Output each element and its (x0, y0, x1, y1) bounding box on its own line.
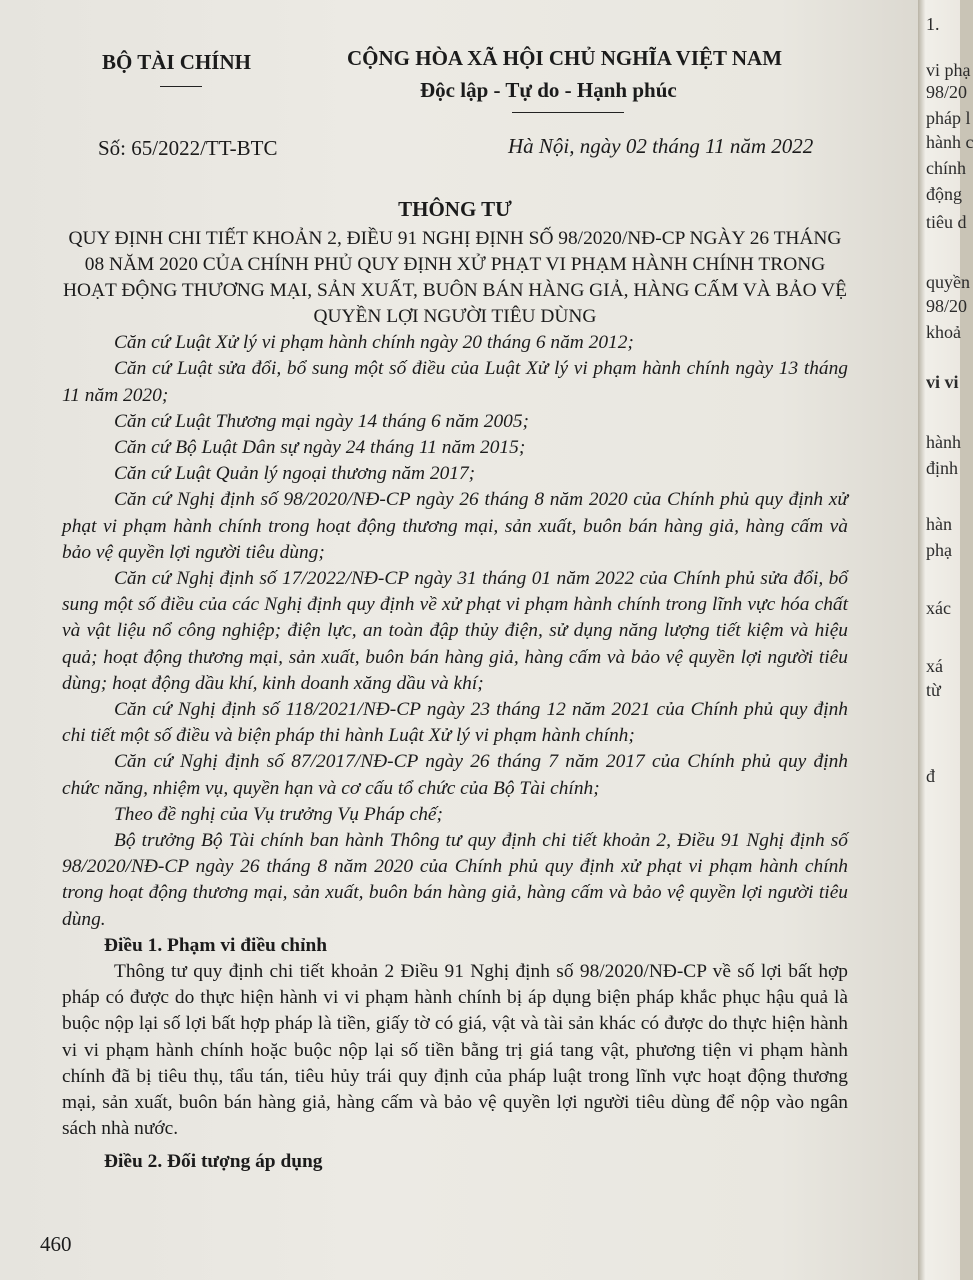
legal-basis-line: Căn cứ Bộ Luật Dân sự ngày 24 tháng 11 năm 2015; (114, 437, 526, 459)
ministry-underline (160, 86, 202, 87)
legal-basis-line: Căn cứ Nghị định số 98/2020/NĐ-CP ngày 26 tháng 8 năm 2020 của Chính phủ quy định xử phạt vi phạm hành chính trong hoạt động thương mại, sản xuất, buôn bán hàng giả, hàng cấm và bảo vệ quyền lợi người tiêu dùng; (62, 489, 848, 563)
legal-basis-line: Căn cứ Nghị định số 118/2021/NĐ-CP ngày 23 tháng 12 năm 2021 của Chính phủ quy định chi tiết một số điều và biện pháp thi hành Luật Xử lý vi phạm hành chính; (62, 699, 848, 747)
facing-fragment: tiêu d (926, 212, 967, 232)
facing-fragment: chính (926, 158, 966, 178)
article-2-heading: Điều 2. Đối tượng áp dụng (104, 1150, 323, 1172)
facing-fragment: quyền (926, 272, 970, 292)
facing-fragment: khoả (926, 322, 961, 342)
document-body (62, 196, 848, 1175)
legal-basis-line: Căn cứ Luật Quản lý ngoại thương năm 2017; (114, 463, 476, 485)
facing-fragment: xác (926, 598, 951, 618)
facing-fragment: phạ (926, 540, 952, 560)
document-title: THÔNG TƯ (398, 197, 512, 221)
document-number: Số: 65/2022/TT-BTC (98, 136, 278, 160)
facing-page-edge (918, 0, 973, 1280)
facing-fragment: pháp l (926, 108, 971, 128)
facing-fragment: động (926, 184, 962, 204)
republic-name: CỘNG HÒA XÃ HỘI CHỦ NGHĨA VIỆT NAM (347, 46, 783, 70)
facing-fragment: vi vi (926, 372, 959, 392)
legal-basis-line: Căn cứ Nghị định số 87/2017/NĐ-CP ngày 26 tháng 7 năm 2017 của Chính phủ quy định chức năng, nhiệm vụ, quyền hạn và cơ cấu tổ chức của Bộ Tài chính; (62, 751, 848, 799)
document-subtitle: QUY ĐỊNH CHI TIẾT KHOẢN 2, ĐIỀU 91 NGHỊ ĐỊNH SỐ 98/2020/NĐ-CP NGÀY 26 THÁNG 08 NĂM 2020 CỦA CHÍNH PHỦ QUY ĐỊNH XỬ PHẠT VI PHẠM HÀNH CHÍNH TRONG HOẠT ĐỘNG THƯƠNG MẠI, SẢN XUẤT, BUÔN BÁN HÀNG GIẢ, HÀNG CẤM VÀ BẢO VỆ QUYỀN LỢI NGƯỜI TIÊU DÙNG (62, 228, 848, 328)
article-1-heading: Điều 1. Phạm vi điều chỉnh (104, 934, 328, 956)
place-date: Hà Nội, ngày 02 tháng 11 năm 2022 (508, 134, 814, 158)
facing-fragment: từ (926, 680, 941, 700)
facing-fragment: vi phạ (926, 60, 971, 80)
motto-underline (512, 112, 624, 113)
legal-basis-line: Theo đề nghị của Vụ trưởng Vụ Pháp chế; (114, 803, 443, 825)
facing-fragment: hàn (926, 514, 952, 534)
national-motto: Độc lập - Tự do - Hạnh phúc (420, 78, 677, 102)
ministry-name: BỘ TÀI CHÍNH (102, 50, 251, 74)
issuance-statement: Bộ trưởng Bộ Tài chính ban hành Thông tư quy định chi tiết khoản 2, Điều 91 Nghị định số 98/2020/NĐ-CP ngày 26 tháng 8 năm 2020 của Chính phủ quy định xử phạt vi phạm hành chính trong hoạt động thương mại, sản xuất, buôn bán hàng giả, hàng cấm và bảo vệ quyền lợi người tiêu dùng. (62, 830, 848, 930)
legal-basis-line: Căn cứ Luật sửa đổi, bổ sung một số điều của Luật Xử lý vi phạm hành chính ngày 13 tháng 11 năm 2020; (62, 358, 848, 406)
facing-fragment: định (926, 458, 959, 478)
page-number: 460 (40, 1232, 72, 1256)
facing-fragment: 98/20 (926, 296, 968, 316)
facing-fragment: đ (926, 766, 935, 786)
legal-basis-line: Căn cứ Luật Thương mại ngày 14 tháng 6 năm 2005; (114, 410, 530, 432)
facing-fragment: xá (926, 656, 943, 676)
facing-fragment: hành c (926, 132, 973, 152)
legal-basis-line: Căn cứ Luật Xử lý vi phạm hành chính ngày 20 tháng 6 năm 2012; (114, 332, 634, 354)
legal-basis-line: Căn cứ Nghị định số 17/2022/NĐ-CP ngày 31 tháng 01 năm 2022 của Chính phủ sửa đổi, bổ sung một số điều của các Nghị định quy định về xử phạt vi phạm hành chính trong lĩnh vực hóa chất và vật liệu nổ công nghiệp; điện lực, an toàn đập thủy điện, sử dụng năng lượng tiết kiệm và hiệu quả; hoạt động thương mại, sản xuất, buôn bán hàng giả, hàng cấm và bảo vệ quyền lợi người tiêu dùng; hoạt động dầu khí, kinh doanh xăng dầu và khí; (62, 568, 848, 694)
facing-fragment: hành (926, 432, 961, 452)
facing-fragment: 98/20 (926, 82, 968, 102)
facing-fragment: 1. (926, 14, 940, 34)
article-1-body: Thông tư quy định chi tiết khoản 2 Điều 91 Nghị định số 98/2020/NĐ-CP về số lợi bất hợp pháp có được do thực hiện hành vi vi phạm hành chính bị áp dụng biện pháp khắc phục hậu quả là buộc nộp lại số lợi bất hợp pháp là tiền, giấy tờ có giá, vật và tài sản khác có được do thực hiện hành vi vi phạm hành chính hoặc buộc nộp lại số tiền bằng trị giá tang vật, phương tiện vi phạm hành chính đã bị tiêu thụ, tẩu tán, tiêu hủy trái quy định của pháp luật trong lĩnh vực hoạt động thương mại, sản xuất, buôn bán hàng giả, hàng cấm và bảo vệ quyền lợi người tiêu dùng để nộp vào ngân sách nhà nước. (62, 961, 848, 1140)
